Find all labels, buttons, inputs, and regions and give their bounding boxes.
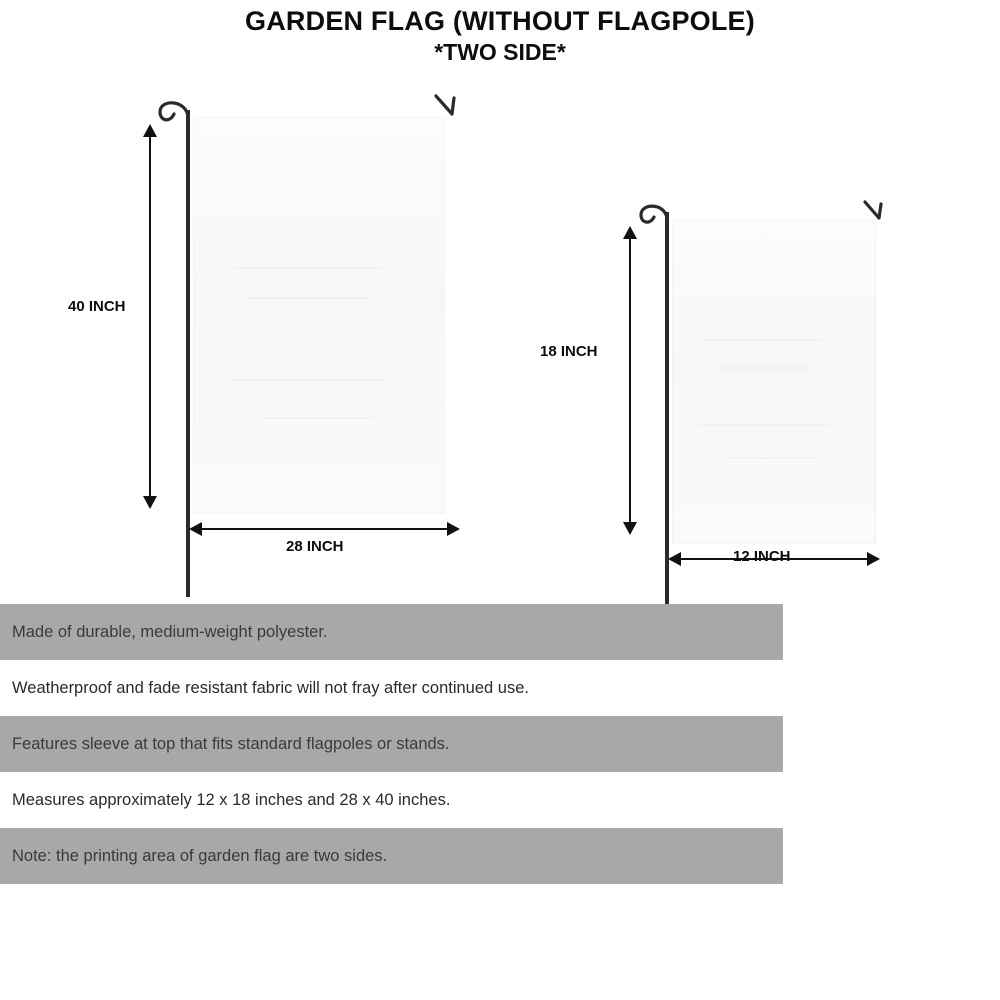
small-height-label: 18 INCH [540,343,598,360]
feature-text: Measures approximately 12 x 18 inches and 28 x 40 inches. [12,790,451,809]
small-height-dim-line [629,232,631,532]
feature-list [0,604,783,884]
large-height-dim-line [149,130,151,507]
list-item [0,716,783,772]
large-flag-arm-icon [432,92,472,128]
list-item [0,604,783,660]
large-width-label: 28 INCH [286,538,344,555]
small-flag-pole [665,212,669,610]
large-height-label: 40 INCH [68,298,126,315]
title-block [0,6,1000,65]
large-height-arrow-top [143,124,157,137]
feature-text: Made of durable, medium-weight polyester. [12,622,328,641]
small-flag-cloth [672,219,876,544]
small-flag-pole-hook-icon [629,193,683,233]
feature-text: Note: the printing area of garden flag are two sides. [12,846,388,865]
large-width-dim-line [196,528,453,530]
page-title: GARDEN FLAG (WITHOUT FLAGPOLE) [245,6,755,36]
small-height-arrow-top [623,226,637,239]
large-flag-cloth [193,117,445,514]
list-item [0,828,783,884]
small-width-arrow-left [668,552,681,566]
list-item [0,772,783,828]
page-subtitle: *TWO SIDE* [434,39,566,66]
list-item [0,660,783,716]
small-width-arrow-right [867,552,880,566]
large-height-arrow-bottom [143,496,157,509]
small-height-arrow-bottom [623,522,637,535]
feature-text: Weatherproof and fade resistant fabric will not fray after continued use. [12,678,529,697]
large-width-arrow-right [447,522,460,536]
large-width-arrow-left [189,522,202,536]
small-width-label: 12 INCH [733,548,791,565]
small-flag-arm-icon [861,198,897,232]
feature-text: Features sleeve at top that fits standard flagpoles or stands. [12,734,450,753]
